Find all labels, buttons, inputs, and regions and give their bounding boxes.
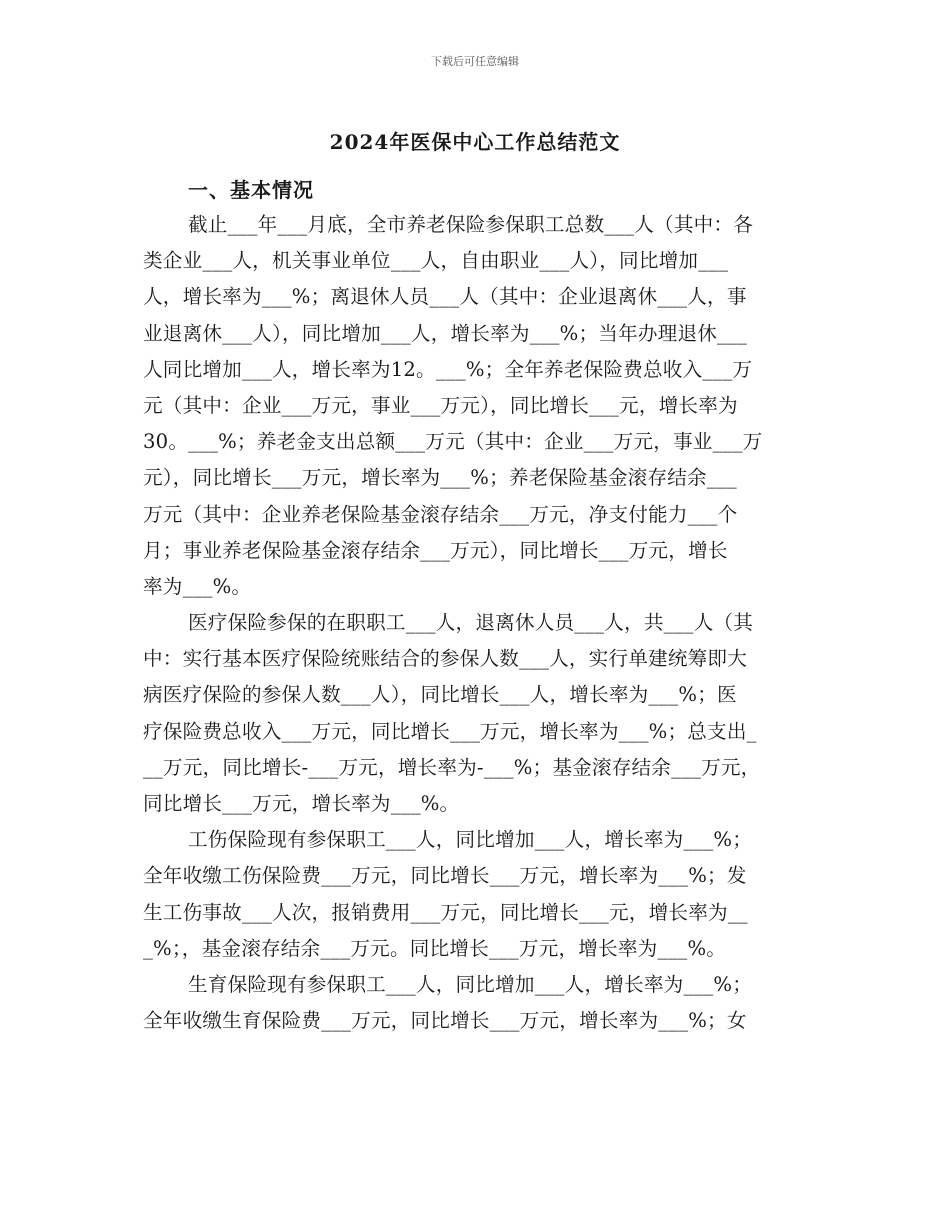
text-line: 生育保险现有参保职工___人，同比增加___人，增长率为___%； [188, 972, 753, 996]
text-line: 元（其中：企业___万元，事业___万元），同比增长___元，增长率为 [143, 393, 738, 417]
text-line: 月；事业养老保险基金滚存结余___万元），同比增长___万元，增长 [143, 538, 728, 562]
text-line: 截止___年___月底，全市养老保险参保职工总数___人（其中：各 [188, 213, 754, 236]
text-line: 全年收缴生育保险费___万元，同比增长___万元，增长率为___%；女 [143, 1009, 747, 1033]
paragraph-pension [143, 207, 811, 605]
text-line: 病医疗保险的参保人数___人），同比增长___人，增长率为___%；医 [143, 683, 737, 707]
paragraph-medical [143, 605, 811, 822]
text-line: 疗保险费总收入___万元，同比增长___万元，增长率为___%；总支出_ [143, 719, 757, 743]
text-line: 万元（其中：企业养老保险基金滚存结余___万元，净支付能力___个 [143, 502, 738, 526]
text-line: 同比增长___万元，增长率为___%。 [143, 792, 460, 815]
text-line: 工伤保险现有参保职工___人，同比增加___人，增长率为___%； [188, 828, 753, 852]
document-body [143, 207, 811, 1039]
document-title: 2024年医保中心工作总结范文 [329, 130, 621, 154]
text-line: 类企业___人，机关事业单位___人，自由职业___人），同比增加___ [143, 249, 729, 273]
text-line: 率为___%。 [143, 574, 252, 598]
paragraph-work-injury [143, 822, 811, 967]
text-line: 全年收缴工伤保险费___万元，同比增长___万元，增长率为___%；发 [143, 864, 747, 888]
text-line: 人同比增加___人，增长率为12。___%；全年养老保险费总收入___万 [143, 357, 753, 381]
text-line: 30。___%；养老金支出总额___万元（其中：企业___万元，事业___万 [143, 430, 763, 454]
text-line: __万元，同比增长-___万元，增长率为-___%；基金滚存结余___万元， [143, 755, 761, 779]
text-line: 业退离休___人），同比增加___人，增长率为___%；当年办理退休___ [143, 321, 748, 345]
text-line: 人，增长率为___%；离退休人员___人（其中：企业退离休___人，事 [143, 285, 747, 309]
page-header: 下载后可任意编辑 [431, 55, 519, 68]
text-line: 医疗保险参保的在职职工___人，退离休人员___人，共___人（其 [188, 611, 754, 635]
text-line: 中：实行基本医疗保险统账结合的参保人数___人，实行单建统筹即大 [143, 647, 748, 671]
text-line: 元），同比增长___万元，增长率为___%；养老保险基金滚存结余___ [143, 466, 737, 490]
text-line: _%；，基金滚存结余___万元。同比增长___万元，增长率为___%。 [143, 936, 727, 960]
paragraph-maternity [143, 967, 811, 1039]
section-heading: 一、基本情况 [188, 178, 314, 202]
text-line: 生工伤事故___人次，报销费用___万元，同比增长___元，增长率为__ [143, 900, 748, 924]
